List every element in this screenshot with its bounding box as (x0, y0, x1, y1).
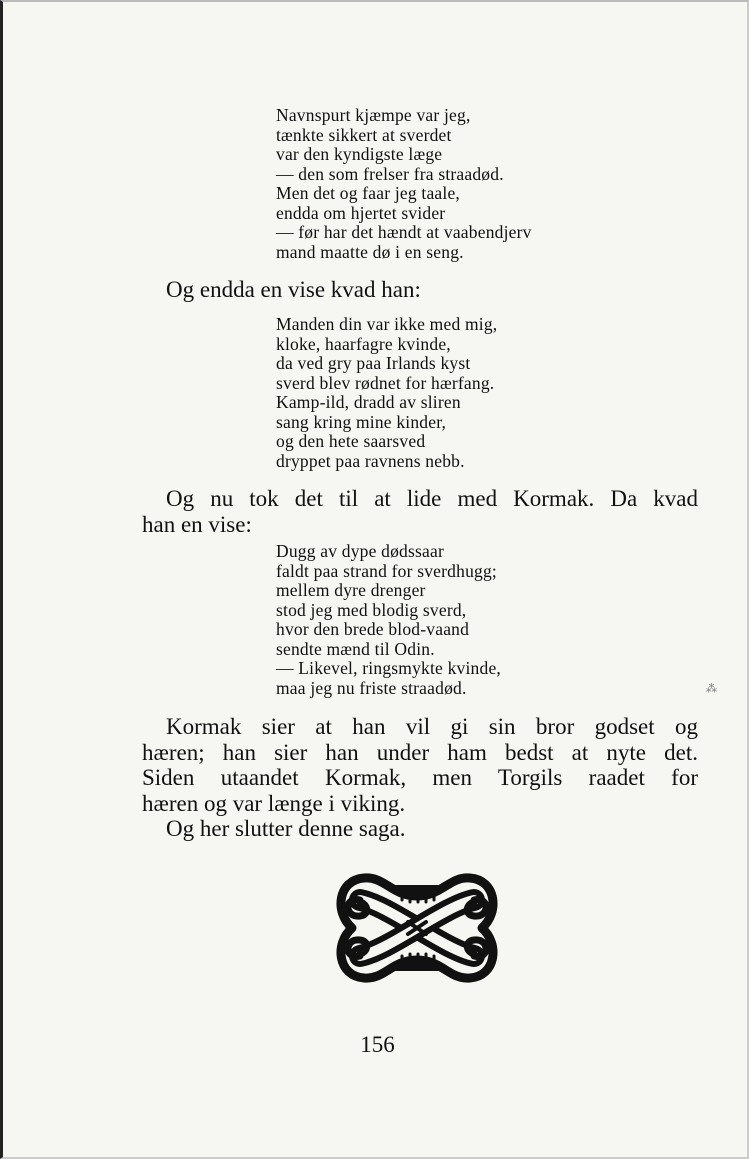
verse-line: sendte mænd til Odin. (276, 638, 435, 659)
verse-line: — før har det hændt at vaabendjerv (276, 222, 532, 242)
prose-ending (142, 714, 698, 842)
verse-line: var den kyndigste læge (276, 144, 443, 164)
prose-line: Og her slutter denne saga. (166, 816, 406, 841)
verse-line: — Likevel, ringsmykte kvinde, (276, 658, 501, 678)
verse-line: da ved gry paa Irlands kyst (276, 353, 471, 373)
verse-line: Dugg av dype dødssaar (276, 541, 444, 561)
verse-stanza-2 (276, 315, 497, 471)
verse-line: Kamp-ild, dradd av sliren (276, 392, 461, 412)
verse-line: — den som frelser fra straadød. (276, 163, 504, 184)
verse-line: dryppet paa ravnens nebb. (276, 450, 465, 471)
prose-intro-3 (142, 486, 698, 537)
prose-line: Kormak sier at han vil gi sin bror godset og (166, 714, 698, 739)
verse-line: faldt paa strand for sverdhugg; (276, 560, 497, 581)
page-number: 156 (360, 1032, 395, 1057)
verse-stanza-3 (276, 542, 501, 698)
verse-line: tænkte sikkert at sverdet (276, 124, 452, 145)
verse-line: maa jeg nu friste straadød. (276, 677, 467, 698)
verse-line: Navnspurt kjæmpe var jeg, (276, 105, 471, 125)
celtic-knot-ornament-icon (330, 866, 504, 990)
verse-line: sang kring mine kinder, (276, 411, 447, 432)
verse-stanza-1 (276, 106, 532, 262)
prose-line: Siden utaandet Kormak, men Torgils raadet for (142, 765, 698, 790)
verse-line: Manden din var ikke med mig, (276, 314, 498, 334)
prose-line: Og nu tok det til at lide med Kormak. Da kvad (166, 486, 698, 511)
verse-line: kloke, haarfagre kvinde, (276, 333, 451, 354)
verse-line: mellem dyre drenger (276, 580, 426, 600)
prose-intro-2 (142, 277, 698, 303)
prose-line: hæren og var længe i viking. (142, 790, 406, 816)
verse-line: Men det og faar jeg taale, (276, 183, 461, 203)
verse-line: sverd blev rødnet for hærfang. (276, 372, 495, 393)
print-speck: ⁂ (706, 683, 717, 695)
prose-line: han en vise: (142, 511, 252, 537)
verse-line: stod jeg med blodig sverd, (276, 599, 467, 620)
verse-line: og den hete saarsved (276, 431, 426, 451)
prose-line: Og endda en vise kvad han: (166, 277, 421, 302)
verse-line: hvor den brede blod-vaand (276, 619, 470, 639)
verse-line: endda om hjertet svider (276, 202, 446, 223)
verse-line: mand maatte dø i en seng. (276, 241, 464, 262)
prose-line: hæren; han sier han under ham bedst at nyte det. (142, 739, 698, 765)
